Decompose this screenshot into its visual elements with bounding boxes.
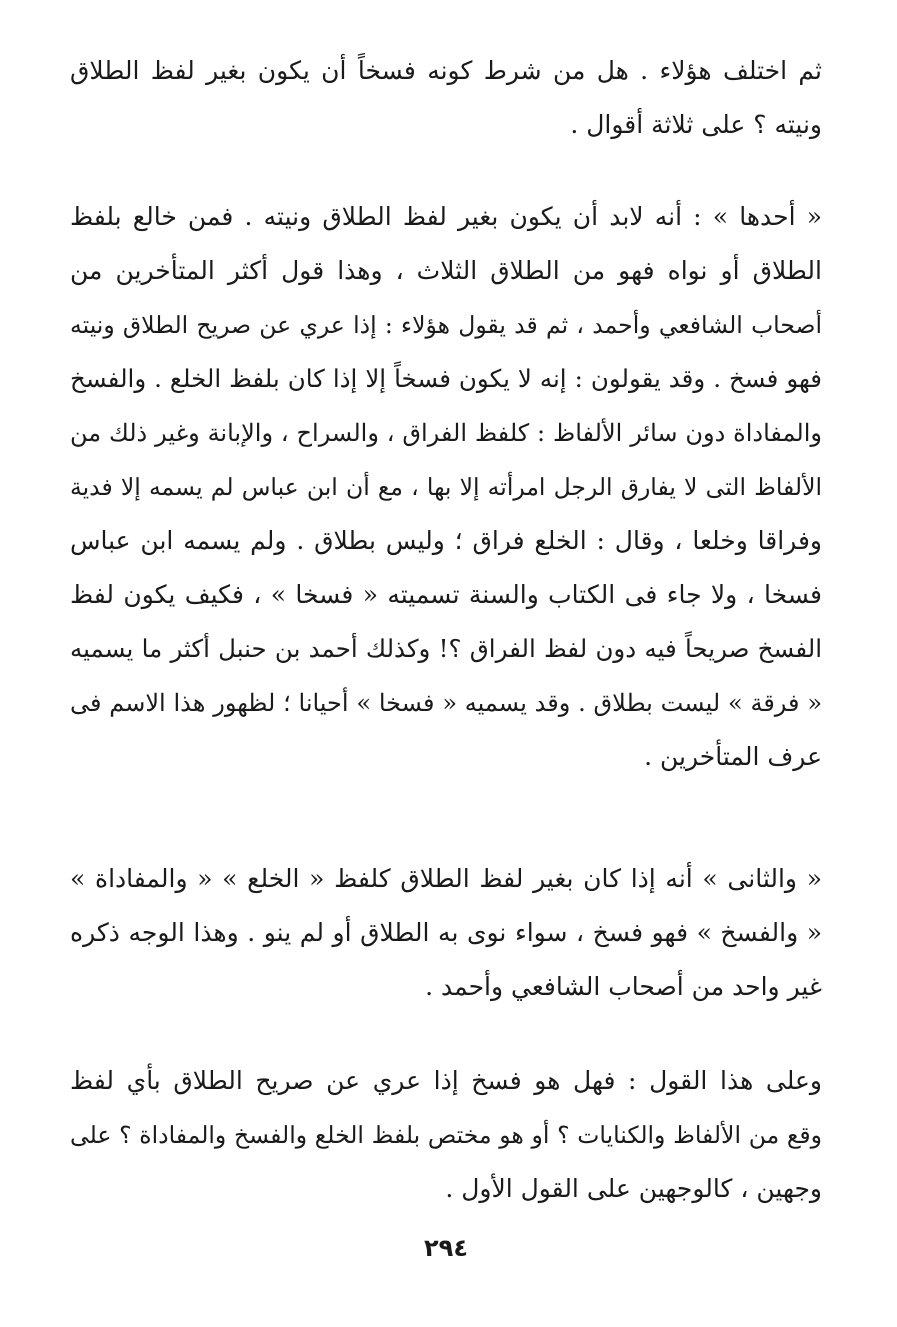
paragraph-3: [70, 852, 822, 1014]
text-line: « أحدها » : أنه لابد أن يكون بغير لفظ الطلاق ونيته . فمن خالع بلفظ: [70, 202, 822, 231]
text-line: « والفسخ » فهو فسخ ، سواء نوى به الطلاق أو لم ينو . وهذا الوجه ذكره: [70, 918, 822, 947]
text-line: غير واحد من أصحاب الشافعي وأحمد .: [425, 972, 822, 1001]
text-line: وقع من الألفاظ والكنايات ؟ أو هو مختص بلفظ الخلع والفسخ والمفاداة ؟ على: [70, 1121, 822, 1149]
paragraph-2: [70, 190, 822, 784]
text-line: « فرقة » ليست بطلاق . وقد يسميه « فسخا » أحيانا ؛ لظهور هذا الاسم فى: [70, 689, 822, 717]
book-page: [70, 44, 822, 1304]
text-line: الألفاظ التى لا يفارق الرجل امرأته إلا بها ، مع أن ابن عباس لم يسمه إلا فدية: [70, 473, 822, 501]
paragraph-1: [70, 44, 822, 152]
text-line: وجهين ، كالوجهين على القول الأول .: [445, 1174, 822, 1203]
text-line: ثم اختلف هؤلاء . هل من شرط كونه فسخاً أن يكون بغير لفظ الطلاق: [70, 56, 822, 85]
text-line: وعلى هذا القول : فهل هو فسخ إذا عري عن صريح الطلاق بأي لفظ: [70, 1066, 822, 1095]
text-line: عرف المتأخرين .: [644, 742, 822, 771]
text-line: فهو فسخ . وقد يقولون : إنه لا يكون فسخاً إلا إذا كان بلفظ الخلع . والفسخ: [70, 364, 822, 393]
text-line: الفسخ صريحاً فيه دون لفظ الفراق ؟! وكذلك أحمد بن حنبل أكثر ما يسميه: [70, 634, 822, 663]
text-line: والمفاداة دون سائر الألفاظ : كلفظ الفراق ، والسراح ، والإبانة وغير ذلك من: [70, 419, 822, 447]
text-line: « والثانى » أنه إذا كان بغير لفظ الطلاق كلفظ « الخلع » « والمفاداة »: [70, 864, 822, 893]
text-line: أصحاب الشافعي وأحمد ، ثم قد يقول هؤلاء : إذا عري عن صريح الطلاق ونيته: [70, 311, 822, 339]
page-number: ٢٩٤: [424, 1234, 468, 1262]
text-line: فسخا ، ولا جاء فى الكتاب والسنة تسميته « فسخا » ، فكيف يكون لفظ: [70, 580, 822, 609]
text-line: الطلاق أو نواه فهو من الطلاق الثلاث ، وهذا قول أكثر المتأخرين من: [70, 256, 822, 285]
paragraph-4: [70, 1054, 822, 1216]
text-line: ونيته ؟ على ثلاثة أقوال .: [570, 110, 822, 139]
text-line: وفراقا وخلعا ، وقال : الخلع فراق ؛ وليس بطلاق . ولم يسمه ابن عباس: [70, 526, 822, 555]
